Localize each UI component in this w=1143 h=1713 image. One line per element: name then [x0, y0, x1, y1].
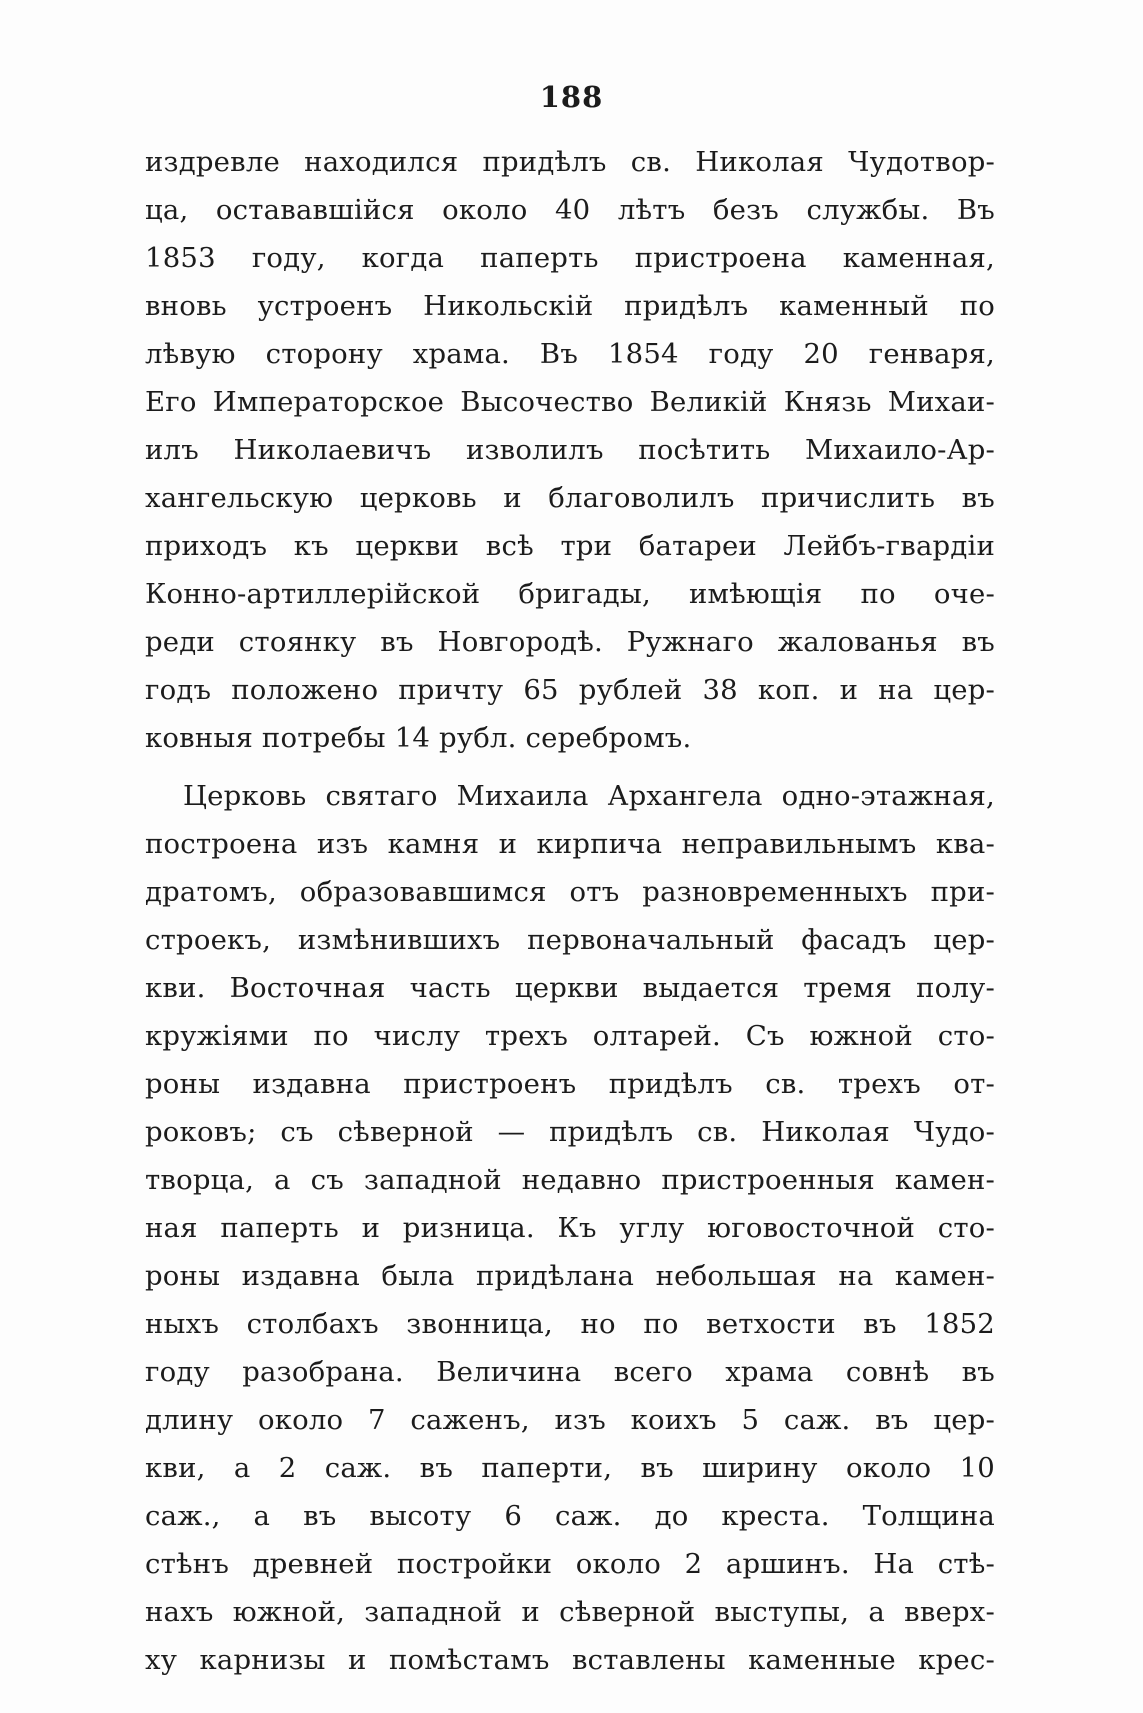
text-line: Церковь святаго Михаила Архангела одно-этажная, — [183, 780, 995, 812]
text-line: вновь устроенъ Никольскій придѣлъ каменный по — [145, 290, 995, 322]
page-number: 188 — [539, 80, 604, 114]
text-line: кви, а 2 саж. въ паперти, въ ширину около 10 — [145, 1452, 995, 1484]
paragraph-1 — [145, 138, 995, 762]
text-line: лѣвую сторону храма. Въ 1854 году 20 генваря, — [145, 338, 995, 370]
text-line: стѣнъ древней постройки около 2 аршинъ. На стѣ- — [145, 1548, 995, 1580]
text-line: кружіями по числу трехъ олтарей. Съ южной сто- — [145, 1020, 995, 1052]
text-line: строекъ, измѣнившихъ первоначальный фасадъ цер- — [145, 924, 995, 956]
text-line: ху карнизы и помѣстамъ вставлены каменные крес- — [145, 1644, 995, 1676]
text-line: 1853 году, когда паперть пристроена каменная, — [145, 242, 995, 274]
text-line: построена изъ камня и кирпича неправильнымъ ква- — [145, 828, 995, 860]
text-line: кви. Восточная часть церкви выдается тремя полу- — [145, 972, 995, 1004]
text-line: роны издавна пристроенъ придѣлъ св. трехъ от- — [145, 1068, 995, 1100]
text-line: роковъ; съ сѣверной — придѣлъ св. Николая Чудо- — [145, 1116, 995, 1148]
text-line: приходъ къ церкви всѣ три батареи Лейбъ-гвардіи — [145, 530, 995, 562]
text-line: ныхъ столбахъ звонница, но по ветхости въ 1852 — [145, 1308, 995, 1340]
text-line: хангельскую церковь и благоволилъ причислить въ — [145, 482, 995, 514]
paragraph-2 — [145, 772, 995, 1684]
text-line: ная паперть и ризница. Къ углу юговосточной сто- — [145, 1212, 995, 1244]
text-line: роны издавна была придѣлана небольшая на камен- — [145, 1260, 995, 1292]
text-line: длину около 7 саженъ, изъ коихъ 5 саж. въ цер- — [145, 1404, 995, 1436]
paragraph-gap — [145, 762, 995, 772]
text-line: творца, а съ западной недавно пристроенныя камен- — [145, 1164, 995, 1196]
text-line: реди стоянку въ Новгородѣ. Ружнаго жалованья въ — [145, 626, 995, 658]
text-line: Его Императорское Высочество Великій Князь Михаи- — [145, 386, 995, 418]
text-line: годъ положено причту 65 рублей 38 коп. и на цер- — [145, 674, 995, 706]
text-line: Конно-артиллерійской бригады, имѣющія по оче- — [145, 578, 995, 610]
text-line: дратомъ, образовавшимся отъ разновременныхъ при- — [145, 876, 995, 908]
text-line: году разобрана. Величина всего храма совнѣ въ — [145, 1356, 995, 1388]
text-line: ковныя потребы 14 рубл. серебромъ. — [145, 722, 692, 754]
text-line: издревле находился придѣлъ св. Николая Чудотвор- — [145, 146, 995, 178]
text-line: илъ Николаевичъ изволилъ посѣтить Михаило-Ар- — [145, 434, 995, 466]
text-line: нахъ южной, западной и сѣверной выступы, а вверх- — [145, 1596, 995, 1628]
text-line: ца, остававшійся около 40 лѣтъ безъ службы. Въ — [145, 194, 995, 226]
text-line: саж., а въ высоту 6 саж. до креста. Толщина — [145, 1500, 995, 1532]
body-text — [145, 138, 995, 1684]
